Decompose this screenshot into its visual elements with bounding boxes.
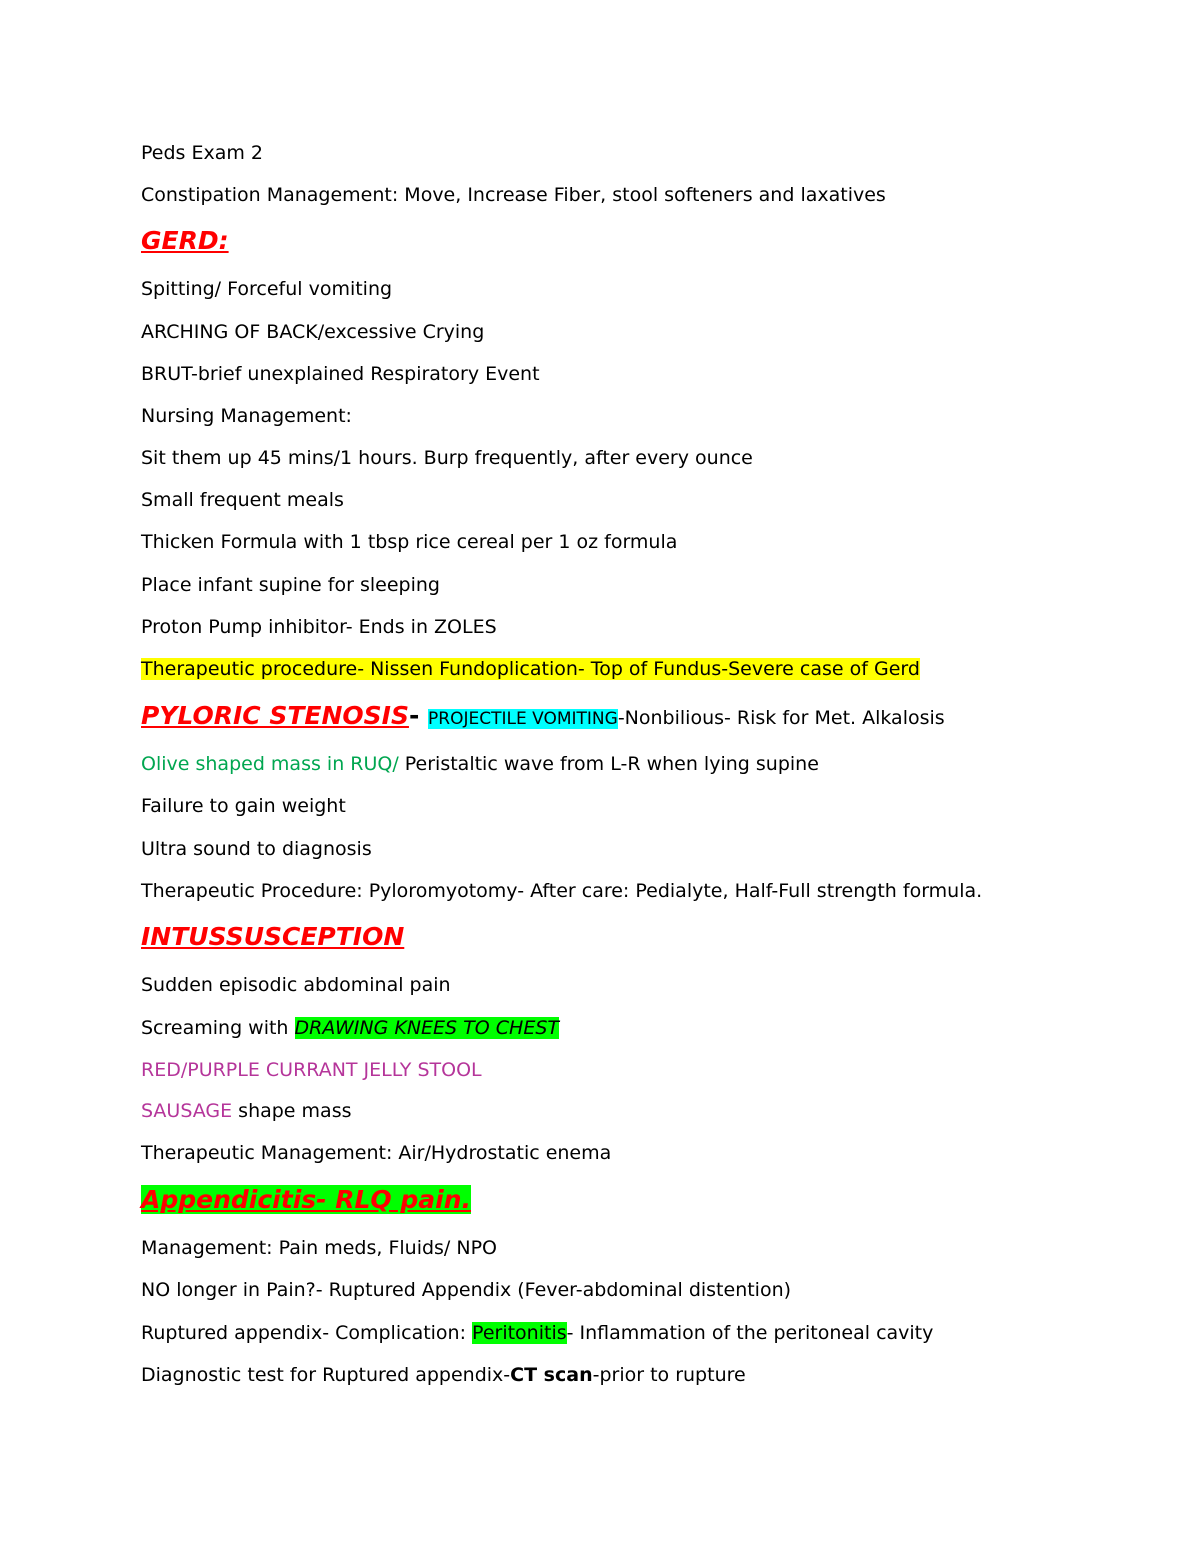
diagnostic-text: Diagnostic test for Ruptured appendix-: [141, 1364, 511, 1386]
pyloric-item: Failure to gain weight: [141, 795, 346, 817]
append-management: Management: Pain meds, Fluids/ NPO: [141, 1237, 497, 1259]
gerd-item: BRUT-brief unexplained Respiratory Event: [141, 363, 540, 385]
projectile-vomiting-highlight: PROJECTILE VOMITING: [428, 709, 618, 729]
document-title: Peds Exam 2: [141, 142, 263, 164]
intuss-pain: Sudden episodic abdominal pain: [141, 974, 451, 996]
ruptured-rest: - Inflammation of the peritoneal cavity: [566, 1322, 934, 1344]
olive-line: [141, 752, 819, 776]
screaming-text: Screaming with: [141, 1017, 295, 1039]
pyloric-heading: PYLORIC STENOSIS: [141, 701, 409, 730]
gerd-item: Small frequent meals: [141, 489, 344, 511]
gerd-procedure-highlight: Therapeutic procedure- Nissen Fundoplication- Top of Fundus-Severe case of Gerd: [141, 658, 920, 680]
appendicitis-heading: Appendicitis- RLQ pain.: [141, 1185, 471, 1214]
peritonitis-highlight: Peritonitis: [472, 1322, 567, 1344]
ct-scan-text: CT scan: [510, 1364, 593, 1386]
constipation-line: Constipation Management: Move, Increase Fiber, stool softeners and laxatives: [141, 184, 886, 206]
gerd-item: Place infant supine for sleeping: [141, 574, 440, 596]
diagnostic-rest: -prior to rupture: [592, 1364, 746, 1386]
gerd-item: ARCHING OF BACK/excessive Crying: [141, 321, 485, 343]
pyloric-dash: -: [408, 701, 429, 730]
diagnostic-line: [141, 1363, 746, 1387]
intuss-management: Therapeutic Management: Air/Hydrostatic enema: [141, 1142, 612, 1164]
append-no-longer: NO longer in Pain?- Ruptured Appendix (Fever-abdominal distention): [141, 1279, 792, 1301]
gerd-item: Nursing Management:: [141, 405, 352, 427]
gerd-heading: GERD:: [141, 226, 229, 255]
olive-mass-text: Olive shaped mass in RUQ/: [141, 753, 399, 775]
drawing-knees-highlight: DRAWING KNEES TO CHEST: [294, 1017, 559, 1039]
gerd-item: Proton Pump inhibitor- Ends in ZOLES: [141, 616, 497, 638]
pyloric-heading-line: [141, 701, 945, 731]
gerd-item: Thicken Formula with 1 tbsp rice cereal per 1 oz formula: [141, 531, 678, 553]
ruptured-text: Ruptured appendix- Complication:: [141, 1322, 473, 1344]
pyloric-item: Therapeutic Procedure: Pyloromyotomy- After care: Pedialyte, Half-Full strength formula.: [141, 880, 983, 902]
screaming-line: [141, 1016, 559, 1040]
appendicitis-heading-line: [141, 1185, 471, 1215]
sausage-rest: shape mass: [232, 1100, 352, 1122]
sausage-line: [141, 1099, 352, 1123]
sausage-text: SAUSAGE: [141, 1100, 233, 1122]
gerd-item: Sit them up 45 mins/1 hours. Burp frequently, after every ounce: [141, 447, 753, 469]
intussusception-heading: INTUSSUSCEPTION: [141, 922, 405, 951]
ruptured-line: [141, 1321, 933, 1345]
gerd-item: Spitting/ Forceful vomiting: [141, 278, 393, 300]
currant-jelly-stool: RED/PURPLE CURRANT JELLY STOOL: [141, 1059, 482, 1081]
pyloric-rest: -Nonbilious- Risk for Met. Alkalosis: [617, 707, 945, 729]
pyloric-item: Ultra sound to diagnosis: [141, 838, 372, 860]
peristaltic-text: Peristaltic wave from L-R when lying supine: [398, 753, 819, 775]
gerd-procedure-line: [141, 657, 920, 681]
